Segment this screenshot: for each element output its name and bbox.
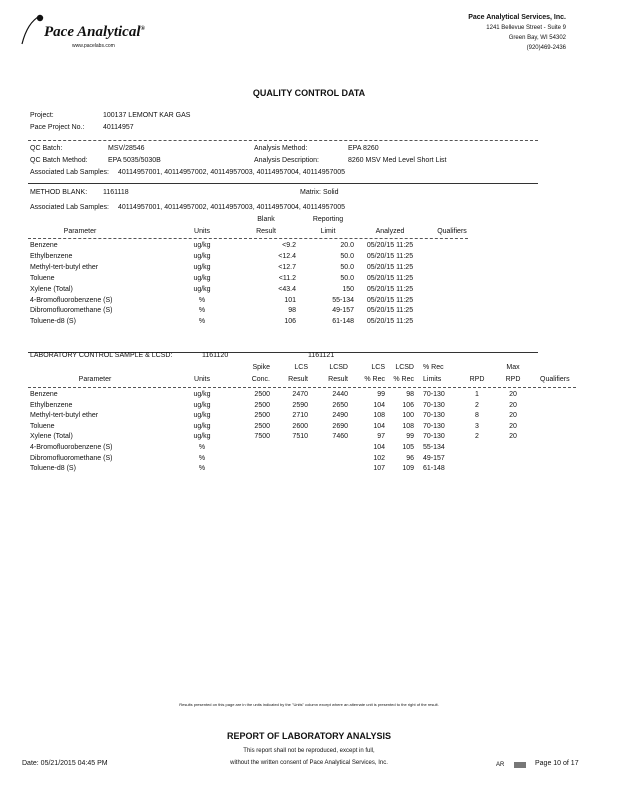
lcs-cell-lcsdrec: 98	[406, 391, 414, 398]
lcs-cell-param: Ethylbenzene	[30, 401, 73, 409]
blank-cell-limit: 61-148	[332, 318, 354, 326]
col-parameter: Parameter	[63, 228, 97, 235]
lcs-cell-limits: 70-130	[423, 401, 445, 409]
blank-cell-result: 101	[284, 296, 296, 304]
lcs-cell-lcsrec: 104	[373, 401, 385, 409]
blank-cell-result: <43.4	[278, 285, 296, 293]
blank-cell-limit: 150	[342, 285, 354, 293]
lcs-cell-limits: 70-130	[423, 391, 445, 398]
lcs-cell-limits: 49-157	[423, 454, 445, 462]
blank-cell-units: ug/kg	[193, 242, 211, 249]
lcs-cell-lcsrec: 108	[373, 412, 385, 420]
blank-cell-param: Toluene	[30, 274, 55, 282]
lab-city: Green Bay, WI 54302	[508, 35, 566, 41]
lcs-cell-maxrpd: 20	[509, 433, 517, 441]
col-lcsd-top: LCSD	[329, 364, 348, 371]
lcs-id: 1161120	[202, 352, 229, 359]
matrix-label: Matrix: Solid	[300, 189, 339, 196]
qc-method-value: EPA 5035/5030B	[108, 157, 161, 164]
blank-cell-units: ug/kg	[193, 274, 211, 282]
lcs-cell-lcsd: 7460	[332, 433, 348, 441]
col-lcs-bottom: Result	[288, 376, 308, 383]
footer-line1: This report shall not be reproduced, except in full,	[243, 748, 375, 754]
col-lcs-parameter: Parameter	[78, 376, 112, 383]
blank-cell-units: %	[198, 307, 206, 315]
blank-cell-param: Dibromofluoromethane (S)	[30, 307, 113, 315]
lcs-cell-units: ug/kg	[193, 391, 211, 398]
blank-cell-analyzed: 05/20/15 11:25	[366, 274, 414, 282]
blank-assoc-label: Associated Lab Samples:	[30, 204, 109, 211]
divider	[28, 140, 538, 141]
lcs-cell-units: ug/kg	[193, 412, 211, 420]
footer-note: Results presented on this page are in the units indicated by the "Units" column except where an alternate unit is presented to the right of the result.	[179, 702, 439, 707]
lcs-cell-maxrpd: 20	[509, 422, 517, 430]
col-lcs-top: LCS	[294, 364, 308, 371]
blank-cell-limit: 50.0	[340, 252, 354, 260]
project-value: 100137 LEMONT KAR GAS	[103, 112, 191, 119]
blank-cell-units: %	[198, 318, 206, 326]
blank-cell-analyzed: 05/20/15 11:25	[366, 307, 414, 315]
lcs-cell-spike: 7500	[254, 433, 270, 441]
lcs-cell-lcsd: 2690	[332, 422, 348, 430]
lcs-cell-lcs: 2600	[292, 422, 308, 430]
col-lcsdrec-top: LCSD	[395, 364, 414, 371]
project-label: Project:	[30, 112, 54, 119]
lcs-cell-lcs: 2590	[292, 401, 308, 409]
blank-cell-analyzed: 05/20/15 11:25	[366, 263, 414, 271]
page-title: QUALITY CONTROL DATA	[252, 88, 366, 98]
lcs-cell-rpd: 3	[475, 422, 479, 430]
col-lcs-qualifiers: Qualifiers	[540, 376, 570, 383]
lcs-cell-units: %	[198, 444, 206, 451]
blank-cell-param: Benzene	[30, 242, 58, 249]
lcs-cell-lcsdrec: 109	[402, 465, 414, 473]
col-maxrpd-top: Max	[506, 364, 520, 371]
lcs-cell-lcsdrec: 100	[402, 412, 414, 420]
lcs-cell-lcsrec: 102	[373, 454, 385, 462]
assoc-samples-label: Associated Lab Samples:	[30, 169, 109, 176]
col-reporting-top: Reporting	[312, 216, 344, 223]
blank-cell-limit: 49-157	[332, 307, 354, 315]
lcs-cell-lcsdrec: 99	[406, 433, 414, 441]
blank-cell-param: Methyl-tert-butyl ether	[30, 263, 99, 271]
col-lcsrec-top: LCS	[371, 364, 385, 371]
qc-batch-value: MSV/28546	[108, 145, 145, 152]
blank-cell-result: 98	[288, 307, 296, 315]
lcs-cell-param: Xylene (Total)	[30, 433, 73, 441]
blank-cell-result: 106	[284, 318, 296, 326]
blank-cell-param: Ethylbenzene	[30, 252, 73, 260]
method-blank-id: 1161118	[103, 189, 129, 196]
lcs-cell-units: ug/kg	[193, 401, 211, 409]
blank-assoc-value: 40114957001, 40114957002, 40114957003, 40114957004, 40114957005	[118, 204, 346, 211]
lcs-cell-units: ug/kg	[193, 433, 211, 441]
lcs-cell-limits: 70-130	[423, 433, 445, 441]
analysis-desc-label: Analysis Description:	[254, 157, 319, 164]
col-limits-bottom: Limits	[423, 376, 442, 383]
lab-name: Pace Analytical Services, Inc.	[468, 14, 566, 21]
lcs-cell-lcsdrec: 96	[406, 454, 414, 462]
lcs-cell-spike: 2500	[254, 412, 270, 420]
qc-batch-label: QC Batch:	[30, 145, 63, 152]
col-spike-top: Spike	[252, 364, 270, 371]
lcs-cell-lcsd: 2440	[332, 391, 348, 398]
col-reporting-bottom: Limit	[320, 228, 336, 235]
blank-cell-param: 4-Bromofluorobenzene (S)	[30, 296, 113, 304]
col-units: Units	[194, 228, 210, 235]
blank-cell-param: Toluene-d8 (S)	[30, 318, 76, 326]
blank-cell-analyzed: 05/20/15 11:25	[366, 252, 414, 260]
blank-cell-analyzed: 05/20/15 11:25	[366, 296, 414, 304]
lcs-cell-lcsrec: 104	[373, 422, 385, 430]
pace-project-value: 40114957	[103, 124, 134, 131]
lcs-cell-param: Methyl-tert-butyl ether	[30, 412, 99, 420]
blank-cell-analyzed: 05/20/15 11:25	[366, 242, 414, 249]
blank-cell-units: ug/kg	[193, 252, 211, 260]
col-maxrpd-bottom: RPD	[505, 376, 521, 383]
divider	[28, 238, 468, 239]
lcs-cell-maxrpd: 20	[509, 412, 517, 420]
col-qualifiers: Qualifiers	[437, 228, 467, 235]
pace-logo-mark	[20, 12, 44, 46]
lcs-cell-spike: 2500	[254, 391, 270, 398]
lcs-cell-maxrpd: 20	[509, 401, 517, 409]
lab-phone: (920)469-2436	[526, 45, 566, 51]
analysis-method-label: Analysis Method:	[254, 145, 308, 152]
lcs-cell-lcsrec: 97	[377, 433, 385, 441]
blank-cell-analyzed: 05/20/15 11:25	[366, 318, 414, 326]
logo-brand: Pace Analytical®	[44, 24, 145, 40]
blank-cell-result: <9.2	[282, 242, 296, 249]
blank-cell-limit: 50.0	[340, 263, 354, 271]
lcs-cell-lcsrec: 99	[377, 391, 385, 398]
blank-cell-units: ug/kg	[193, 263, 211, 271]
logo-url: www.pacelabs.com	[72, 43, 115, 49]
lcs-cell-limits: 61-148	[423, 465, 445, 473]
pace-project-label: Pace Project No.:	[30, 124, 85, 131]
divider	[28, 183, 538, 184]
blank-cell-limit: 20.0	[340, 242, 354, 249]
col-blank-bottom: Result	[256, 228, 276, 235]
lcs-cell-param: 4-Bromofluorobenzene (S)	[30, 444, 113, 451]
page-number: Page 10 of 17	[535, 760, 579, 767]
blank-cell-limit: 50.0	[340, 274, 354, 282]
blank-cell-param: Xylene (Total)	[30, 285, 73, 293]
col-analyzed: Analyzed	[375, 228, 405, 235]
col-lcs-units: Units	[194, 376, 210, 383]
assoc-samples-value: 40114957001, 40114957002, 40114957003, 40114957004, 40114957005	[118, 169, 346, 176]
lcs-cell-spike: 2500	[254, 401, 270, 409]
lcs-cell-lcs: 2470	[292, 391, 308, 398]
blank-cell-analyzed: 05/20/15 11:25	[366, 285, 414, 293]
col-lcsrec-bottom: % Rec	[364, 376, 385, 383]
col-rpd: RPD	[469, 376, 485, 383]
lcsd-id: 1161121	[308, 352, 335, 359]
lcs-cell-limits: 70-130	[423, 412, 445, 420]
report-date: Date: 05/21/2015 04:45 PM	[22, 760, 108, 767]
lcs-cell-units: %	[198, 465, 206, 473]
report-title: REPORT OF LABORATORY ANALYSIS	[226, 731, 392, 741]
lcs-cell-lcsd: 2490	[332, 412, 348, 420]
lcs-cell-lcsrec: 104	[373, 444, 385, 451]
blank-cell-result: <11.2	[278, 274, 296, 282]
lab-address: 1241 Bellevue Street - Suite 9	[486, 25, 566, 31]
lcs-cell-rpd: 2	[475, 401, 479, 409]
lcs-cell-param: Benzene	[30, 391, 58, 398]
lcs-cell-rpd: 2	[475, 433, 479, 441]
blank-cell-limit: 55-134	[332, 296, 354, 304]
lcs-cell-param: Dibromofluoromethane (S)	[30, 454, 113, 462]
lcs-cell-lcsdrec: 108	[402, 422, 414, 430]
lcs-cell-spike: 2500	[254, 422, 270, 430]
lcs-cell-param: Toluene-d8 (S)	[30, 465, 76, 473]
col-lcsdrec-bottom: % Rec	[393, 376, 414, 383]
lcs-cell-units: %	[198, 454, 206, 462]
lcs-cell-rpd: 1	[475, 391, 479, 398]
lcs-cell-rpd: 8	[475, 412, 479, 420]
method-blank-label: METHOD BLANK:	[30, 189, 88, 196]
footer-line2: without the written consent of Pace Analytical Services, Inc.	[230, 760, 388, 766]
blank-cell-result: <12.4	[278, 252, 296, 260]
col-blank-top: Blank	[257, 216, 275, 223]
lcs-label: LABORATORY CONTROL SAMPLE & LCSD:	[30, 352, 173, 359]
qc-method-label: QC Batch Method:	[30, 157, 88, 164]
lcs-cell-lcsd: 2650	[332, 401, 348, 409]
lcs-cell-lcsdrec: 105	[402, 444, 414, 451]
analysis-desc-value: 8260 MSV Med Level Short List	[348, 157, 447, 164]
blank-cell-result: <12.7	[278, 263, 296, 271]
blank-cell-units: ug/kg	[193, 285, 211, 293]
lcs-cell-limits: 70-130	[423, 422, 445, 430]
blank-cell-units: %	[198, 296, 206, 304]
lcs-cell-lcsdrec: 106	[402, 401, 414, 409]
analysis-method-value: EPA 8260	[348, 145, 379, 152]
col-spike-bottom: Conc.	[251, 376, 270, 383]
page-marker: AR	[496, 762, 505, 768]
col-limits-top: % Rec	[423, 364, 444, 371]
lcs-cell-lcsrec: 107	[373, 465, 385, 473]
lcs-cell-lcs: 2710	[292, 412, 308, 420]
lcs-cell-lcs: 7510	[292, 433, 308, 441]
lcs-cell-limits: 55-134	[423, 444, 445, 451]
col-lcsd-bottom: Result	[328, 376, 348, 383]
barcode-icon	[514, 762, 526, 768]
lcs-cell-param: Toluene	[30, 422, 55, 430]
lcs-cell-maxrpd: 20	[509, 391, 517, 398]
divider	[28, 387, 576, 388]
lcs-cell-units: ug/kg	[193, 422, 211, 430]
